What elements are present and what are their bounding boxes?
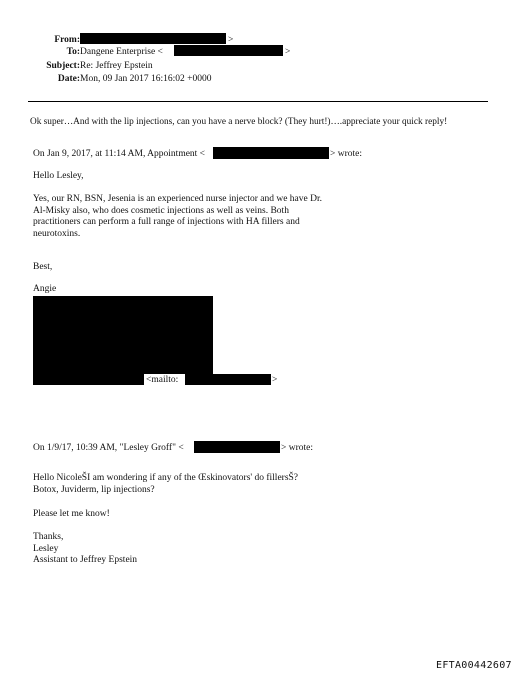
nurse-injector-paragraph	[33, 194, 363, 240]
to-redaction	[174, 45, 283, 56]
quote1-attribution-suffix: > wrote:	[330, 149, 363, 159]
paragraph-line: neurotoxins.	[33, 228, 81, 239]
subject-value: Re: Jeffrey Epstein	[80, 61, 153, 71]
mailto-suffix: >	[272, 375, 278, 385]
date-value: Mon, 09 Jan 2017 16:16:02 +0000	[80, 74, 212, 84]
signature-email-redaction	[33, 374, 144, 385]
question-paragraph	[33, 473, 363, 496]
header-divider	[28, 101, 488, 102]
quote1-attribution: On Jan 9, 2017, at 11:14 AM, Appointment <	[33, 149, 206, 159]
quote2-attribution-suffix: > wrote:	[281, 443, 314, 453]
mailto-redaction	[185, 374, 271, 385]
from-redaction	[80, 33, 226, 44]
date-label: Date:	[57, 74, 80, 84]
to-value: Dangene Enterprise <	[80, 47, 163, 57]
signoff-line: Thanks,	[33, 532, 64, 542]
document-id: EFTA00442607	[436, 660, 512, 671]
from-suffix: >	[228, 35, 234, 45]
quote1-sender-redaction	[213, 147, 329, 159]
paragraph-line: practitioners can perform a full range of injections with HA fillers and	[33, 217, 300, 227]
greeting: Hello Lesley,	[33, 171, 84, 181]
quote2-sender-redaction	[194, 441, 280, 453]
signoff-block	[33, 532, 233, 567]
to-label: To:	[66, 47, 80, 57]
from-label: From:	[54, 35, 80, 45]
reply-line: Ok super…And with the lip injections, can you have a nerve block? (They hurt!)….appreciate your quick reply!	[30, 117, 448, 127]
signoff-line: Lesley	[33, 543, 59, 554]
request-line: Please let me know!	[33, 509, 110, 519]
quote2-attribution: On 1/9/17, 10:39 AM, "Lesley Groff" <	[33, 443, 184, 453]
to-suffix: >	[285, 47, 291, 57]
mailto-text: <mailto:	[146, 375, 179, 385]
signature-block-redaction	[33, 296, 213, 374]
paragraph-line: Yes, our RN, BSN, Jesenia is an experienced nurse injector and we have Dr.	[33, 194, 322, 204]
question-line: Hello NicoleŠI am wondering if any of the Œskinovators' do fillersŠ?	[33, 473, 299, 483]
signoff-line: Assistant to Jeffrey Epstein	[33, 555, 138, 565]
paragraph-line: Al-Misky also, who does cosmetic injections as well as veins. Both	[33, 205, 289, 216]
question-line: Botox, Juviderm, lip injections?	[33, 484, 155, 495]
subject-label: Subject:	[46, 61, 80, 71]
signature-name: Angie	[33, 284, 57, 294]
closing: Best,	[33, 262, 53, 272]
